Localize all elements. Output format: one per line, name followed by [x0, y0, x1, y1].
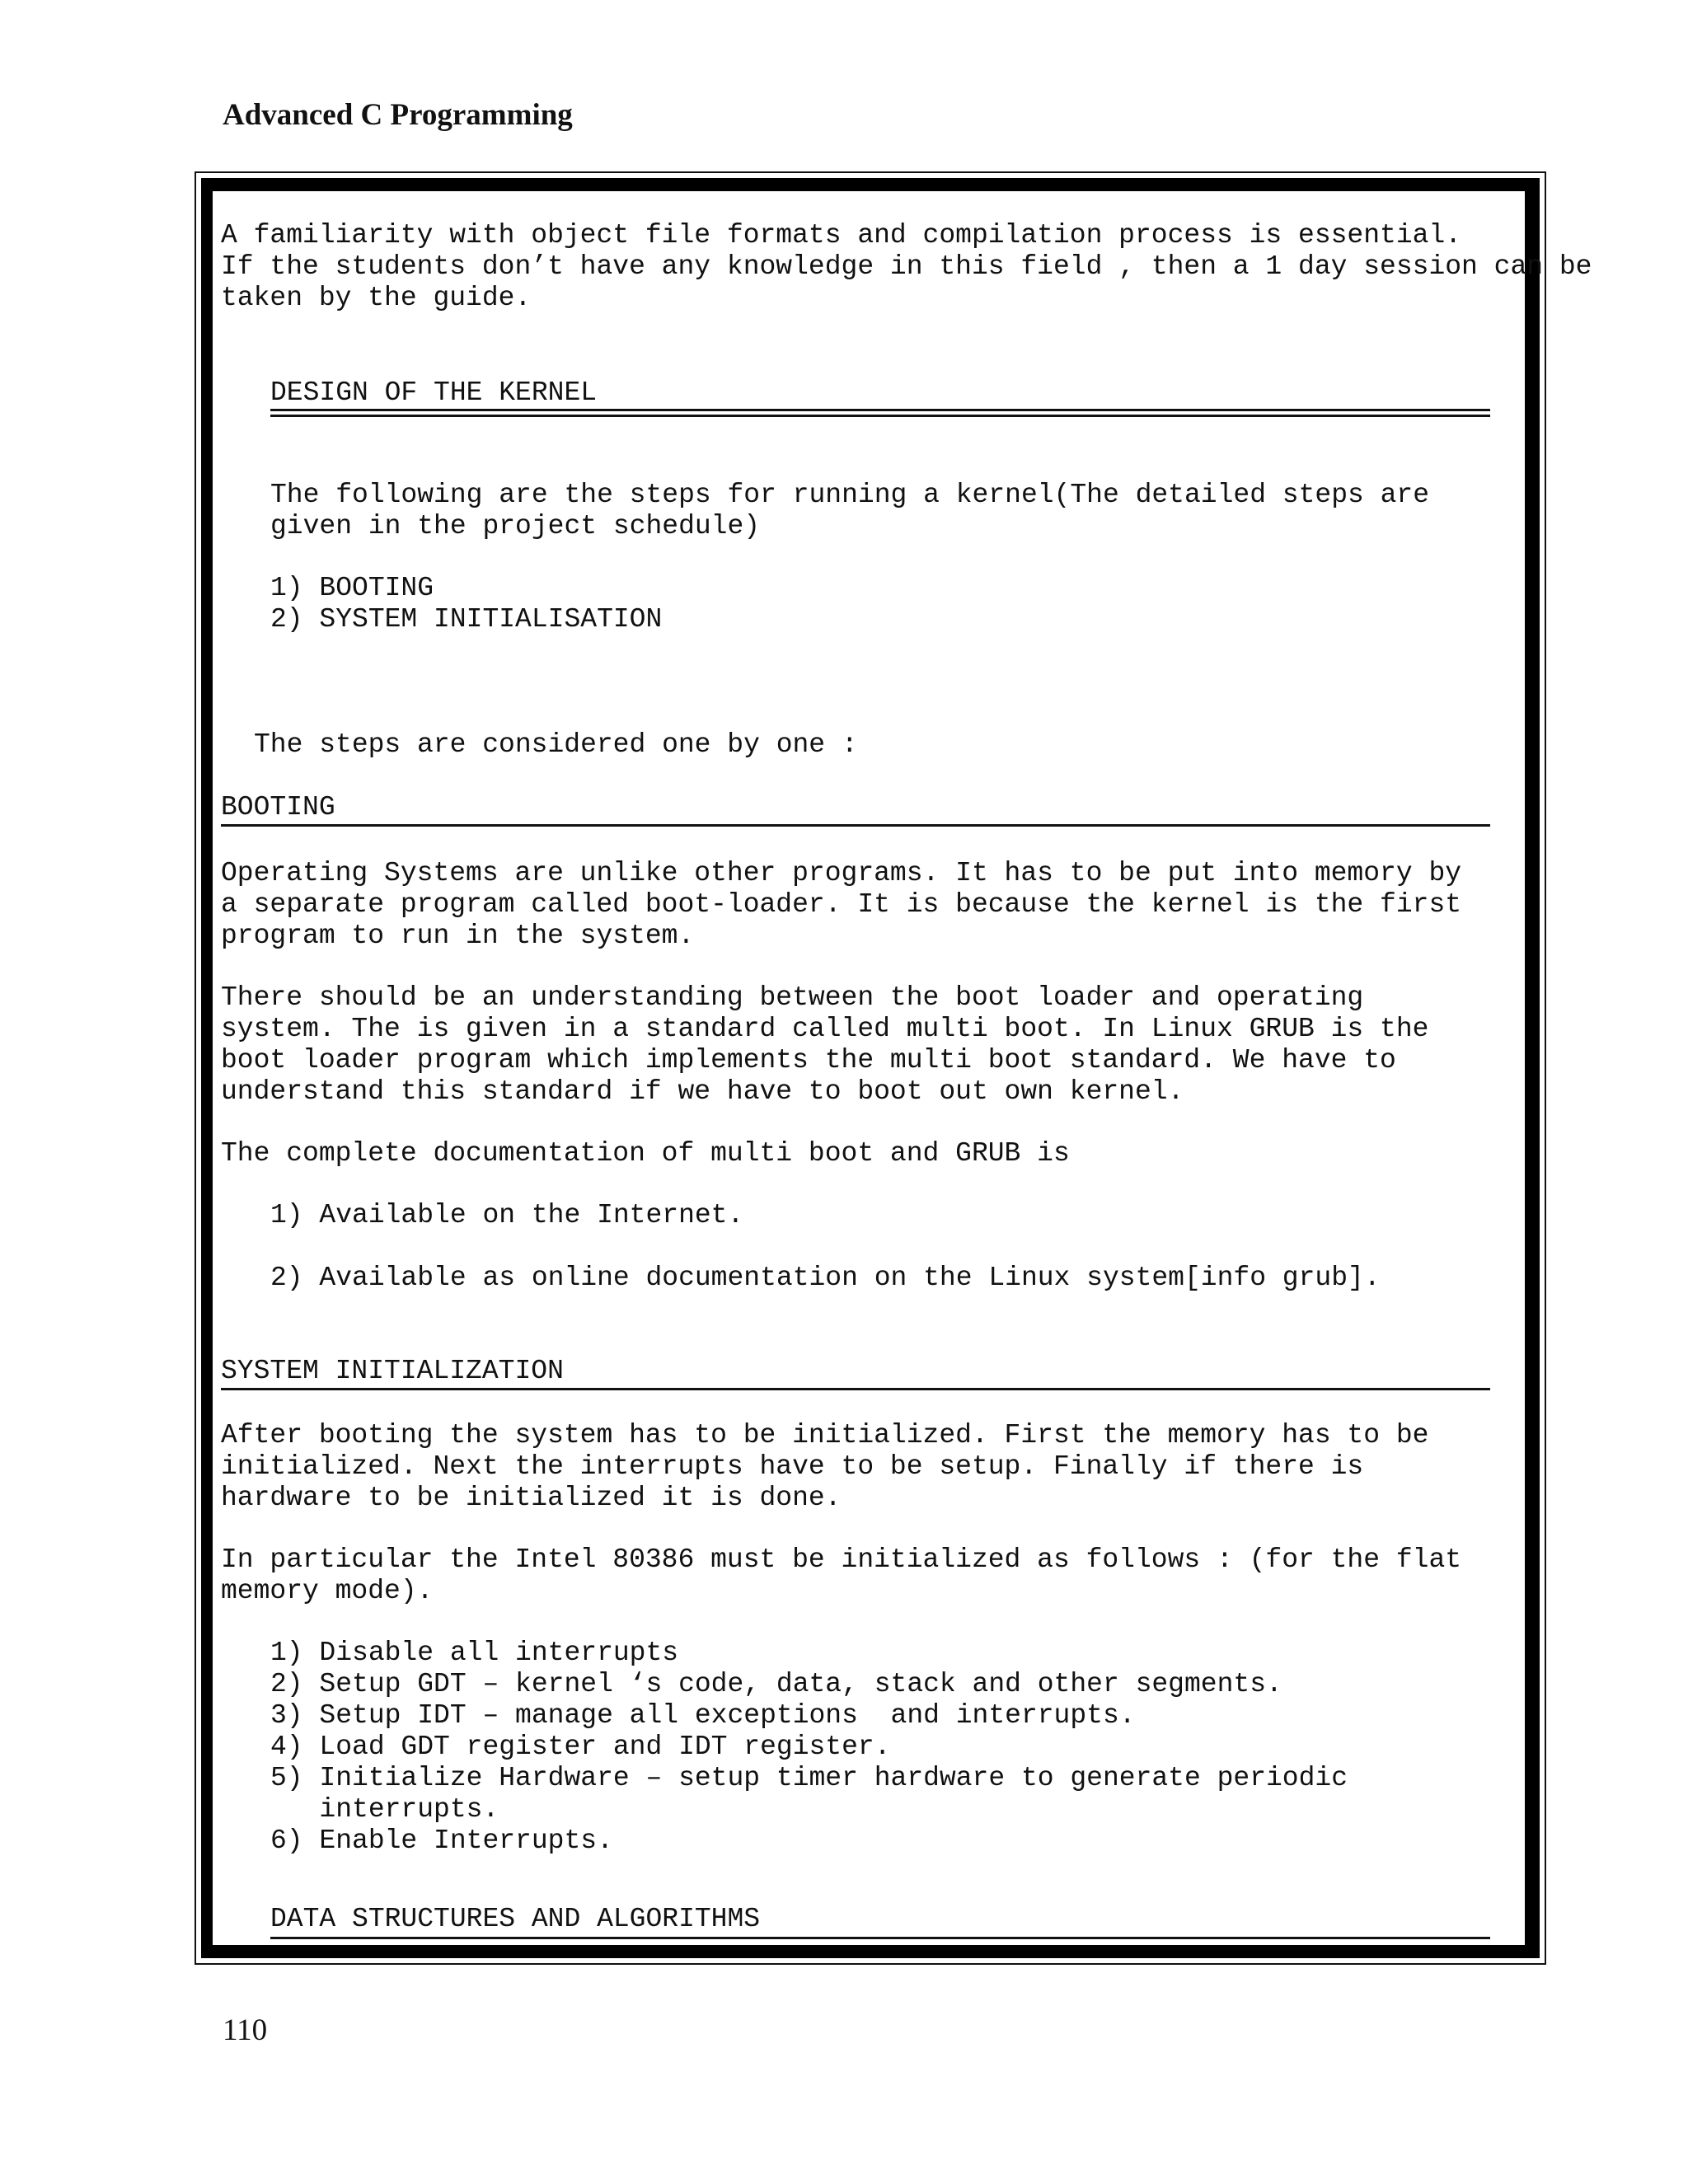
page-header-title: Advanced C Programming [223, 98, 573, 132]
intro-line-2: If the students don’t have any knowledge in this field , then a 1 day session can be [221, 251, 1592, 282]
list-item: 6) Enable Interrupts. [270, 1825, 613, 1856]
sysinit-para2-line-2: memory mode). [221, 1576, 434, 1606]
dsa-heading-rule [270, 1937, 1490, 1939]
booting-para1-line-2: a separate program called boot-loader. It is because the kernel is the first [221, 889, 1462, 920]
design-followup-text: The steps are considered one by one : [254, 729, 858, 760]
booting-para2-line-2: system. The is given in a standard called multi boot. In Linux GRUB is the [221, 1014, 1429, 1044]
design-intro-line-2: given in the project schedule) [270, 511, 761, 541]
sysinit-para1-line-3: hardware to be initialized it is done. [221, 1483, 842, 1513]
booting-para1-line-1: Operating Systems are unlike other programs. It has to be put into memory by [221, 858, 1462, 888]
booting-para2-line-1: There should be an understanding between the boot loader and operating [221, 982, 1364, 1013]
design-heading-double-rule [270, 409, 1490, 417]
booting-para3: The complete documentation of multi boot and GRUB is [221, 1138, 1070, 1169]
sysinit-para2-line-1: In particular the Intel 80386 must be initialized as follows : (for the flat [221, 1544, 1462, 1575]
list-item: interrupts. [270, 1794, 499, 1825]
booting-section-heading: BOOTING [221, 792, 335, 823]
sysinit-para1-line-1: After booting the system has to be initialized. First the memory has to be [221, 1420, 1429, 1451]
list-item: 5) Initialize Hardware – setup timer hardware to generate periodic [270, 1763, 1348, 1793]
booting-heading-rule [221, 824, 1490, 827]
list-item: 3) Setup IDT – manage all exceptions and interrupts. [270, 1700, 1136, 1731]
list-item: 1) Disable all interrupts [270, 1638, 679, 1668]
design-section-heading: DESIGN OF THE KERNEL [270, 377, 598, 408]
sysinit-heading-rule [221, 1388, 1490, 1390]
list-item: 1) Available on the Internet. [270, 1200, 744, 1230]
page-number: 110 [223, 2013, 268, 2047]
list-item: 1) BOOTING [270, 573, 434, 603]
list-item: 2) SYSTEM INITIALISATION [270, 604, 663, 635]
sysinit-para1-line-2: initialized. Next the interrupts have to be setup. Finally if there is [221, 1451, 1364, 1482]
design-steps-list [270, 573, 662, 635]
list-item: 2) Setup GDT – kernel ‘s code, data, stack and other segments. [270, 1669, 1282, 1699]
list-item: 4) Load GDT register and IDT register. [270, 1732, 891, 1762]
intro-line-3: taken by the guide. [221, 283, 532, 313]
list-item: 2) Available as online documentation on the Linux system[info grub]. [270, 1263, 1381, 1293]
booting-para2-line-3: boot loader program which implements the multi boot standard. We have to [221, 1045, 1396, 1076]
intro-line-1: A familiarity with object file formats and compilation process is essential. [221, 220, 1462, 251]
booting-para1-line-3: program to run in the system. [221, 921, 695, 951]
sysinit-section-heading: SYSTEM INITIALIZATION [221, 1356, 564, 1386]
booting-para2-line-4: understand this standard if we have to boot out own kernel. [221, 1076, 1184, 1107]
sysinit-steps-list [270, 1638, 1348, 1857]
design-intro-line-1: The following are the steps for running a kernel(The detailed steps are [270, 480, 1430, 510]
dsa-section-heading: DATA STRUCTURES AND ALGORITHMS [270, 1904, 761, 1934]
